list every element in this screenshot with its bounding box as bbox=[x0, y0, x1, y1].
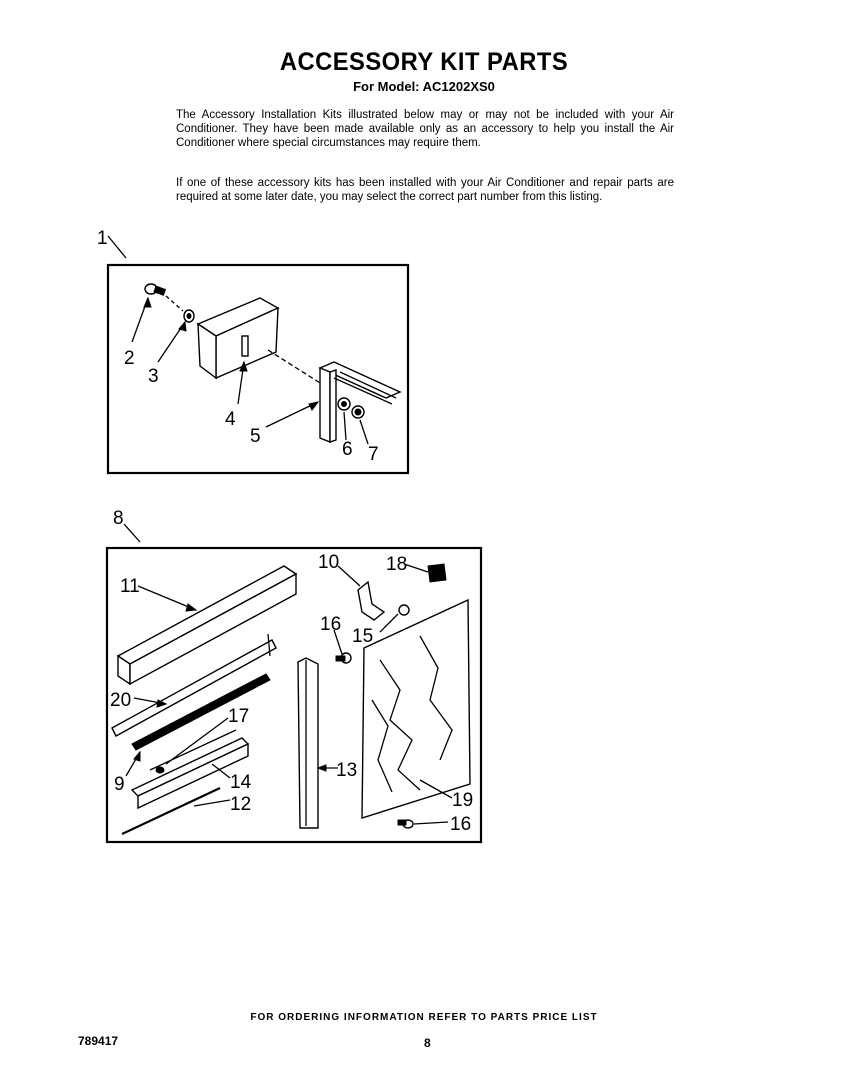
intro-paragraph-2: If one of these accessory kits has been installed with your Air Conditioner and repair parts are required at some later date, you may select the correct part number from this listing. bbox=[176, 177, 674, 203]
callout-3: 3 bbox=[148, 366, 159, 387]
small-bracket-icon bbox=[358, 582, 384, 620]
callout-11: 11 bbox=[120, 576, 140, 597]
wood-beam-icon bbox=[118, 566, 296, 684]
screw-icon bbox=[336, 653, 351, 663]
callout-6: 6 bbox=[342, 439, 353, 460]
callout-15: 15 bbox=[352, 626, 374, 647]
document-number: 789417 bbox=[78, 1034, 119, 1048]
kit-1-group bbox=[97, 228, 408, 473]
callout-16a: 16 bbox=[320, 614, 342, 635]
insulation-panel-icon bbox=[362, 600, 470, 818]
kit-1-leader bbox=[108, 236, 126, 258]
page-title: ACCESSORY KIT PARTS bbox=[279, 48, 569, 76]
intro-paragraph-1: The Accessory Installation Kits illustrated below may or may not be included with your Air Conditioner. They have been made available only as an accessory to help you install the Air Conditioner where special circumstances may require them. bbox=[176, 109, 674, 149]
callout-19: 19 bbox=[452, 790, 474, 811]
page-number: 8 bbox=[424, 1036, 431, 1050]
callout-17: 17 bbox=[228, 706, 250, 727]
callout-13: 13 bbox=[336, 760, 358, 781]
bracket-icon bbox=[198, 298, 278, 378]
callout-12: 12 bbox=[230, 794, 252, 815]
ordering-note: FOR ORDERING INFORMATION REFER TO PARTS PRICE LIST bbox=[250, 1012, 598, 1023]
kit-2-label: 8 bbox=[113, 508, 124, 529]
model-subtitle: For Model: AC1202XS0 bbox=[353, 79, 495, 94]
kit-2-group bbox=[107, 508, 481, 842]
callout-2: 2 bbox=[124, 348, 135, 369]
callout-14: 14 bbox=[230, 772, 252, 793]
support-bracket-icon bbox=[320, 362, 400, 442]
callout-16b: 16 bbox=[450, 814, 472, 835]
screw-icon bbox=[145, 284, 165, 295]
callout-5: 5 bbox=[250, 426, 261, 447]
kit-1-label: 1 bbox=[97, 228, 108, 249]
screw-icon bbox=[398, 820, 413, 828]
washer-icon bbox=[184, 310, 194, 322]
callout-20: 20 bbox=[110, 690, 132, 711]
vertical-post-icon bbox=[298, 658, 318, 828]
callout-18: 18 bbox=[386, 554, 408, 575]
callout-7: 7 bbox=[368, 444, 379, 465]
nut-icon bbox=[338, 398, 350, 410]
callout-9: 9 bbox=[114, 774, 125, 795]
callout-4: 4 bbox=[225, 409, 236, 430]
callout-10: 10 bbox=[318, 552, 340, 573]
cap-icon bbox=[428, 564, 446, 582]
lock-nut-icon bbox=[352, 406, 364, 418]
screw-icon bbox=[399, 605, 409, 615]
